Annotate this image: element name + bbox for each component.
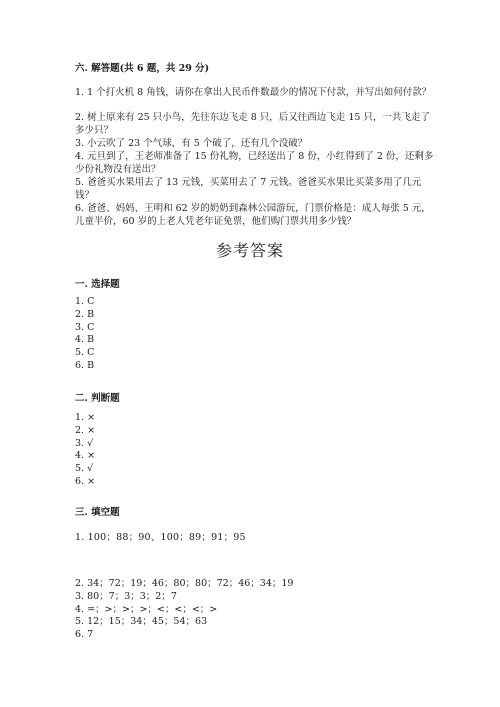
choice-answers: [75, 296, 94, 373]
fill-answer-5: 5. 12；15；34；45；54；63: [75, 616, 208, 628]
choice-answer-2: 2. B: [75, 308, 95, 320]
fill-answer-3: 3. 80；7；3；3；2；7: [75, 590, 177, 602]
choice-answer-5: 5. C: [75, 347, 95, 359]
section-heading-judge: 二. 判断题: [75, 393, 120, 404]
question-2: 2. 树上原来有 25 只小鸟，先往东边飞走 8 只，后又往西边飞走 15 只，一共飞走了多少只？: [75, 112, 430, 136]
fill-answer-4: 4. =；>；>；>；<；<；<；>: [75, 603, 218, 615]
question-5: 5. 爸爸买水果用去了 13 元钱，买菜用去了 7 元钱。爸爸买水果比买菜多用了几元钱？: [75, 177, 422, 201]
choice-answer-3: 3. C: [75, 321, 95, 333]
fill-answer-1: 1. 100；88；90、100；89；91；95: [75, 532, 246, 543]
fill-answer-2: 2. 34；72；19；46；80；80；72；46；34；19: [75, 578, 294, 589]
question-6: 6. 爸爸、妈妈、王明和 62 岁的奶奶到森林公园游玩，门票价格是：成人每张 5 元，儿童半价，60 岁的上老人凭老年证免票，他们购门票共用多少钱？: [75, 203, 431, 227]
question-4: 4. 元旦到了，王老师准备了 15 份礼物，已经送出了 8 份，小红得到了 2 份，还剩多少份礼物没有送出？: [75, 151, 434, 175]
judge-answer-4: 4. ×: [75, 450, 96, 462]
choice-answer-1: 1. C: [75, 296, 95, 307]
judge-answer-1: 1. ×: [75, 412, 96, 423]
choice-answer-4: 4. B: [75, 334, 95, 346]
choice-answer-6: 6. B: [75, 359, 95, 371]
judge-answer-3: 3. √: [75, 437, 94, 449]
fill-answer-6: 6. 7: [75, 629, 94, 641]
fill-answers: [75, 578, 293, 642]
judge-answer-6: 6. ×: [75, 475, 96, 487]
section-heading-fill: 三. 填空题: [75, 507, 120, 518]
judge-answer-5: 5. √: [75, 463, 94, 475]
question-3: 3. 小云吹了 23 个气球，有 5 个破了，还有几个没破？: [75, 138, 308, 149]
question-1: 1. 1 个打火机 8 角钱，请你在拿出人民币件数最少的情况下付款，并写出如何付款？: [75, 87, 432, 98]
answers-title: 参考答案: [215, 241, 284, 260]
section-heading-choice: 一. 选择题: [75, 279, 120, 290]
judge-answers: [75, 412, 95, 489]
judge-answer-2: 2. ×: [75, 424, 96, 436]
section-heading-answer-questions: 六. 解答题(共 6 题，共 29 分): [75, 63, 210, 74]
